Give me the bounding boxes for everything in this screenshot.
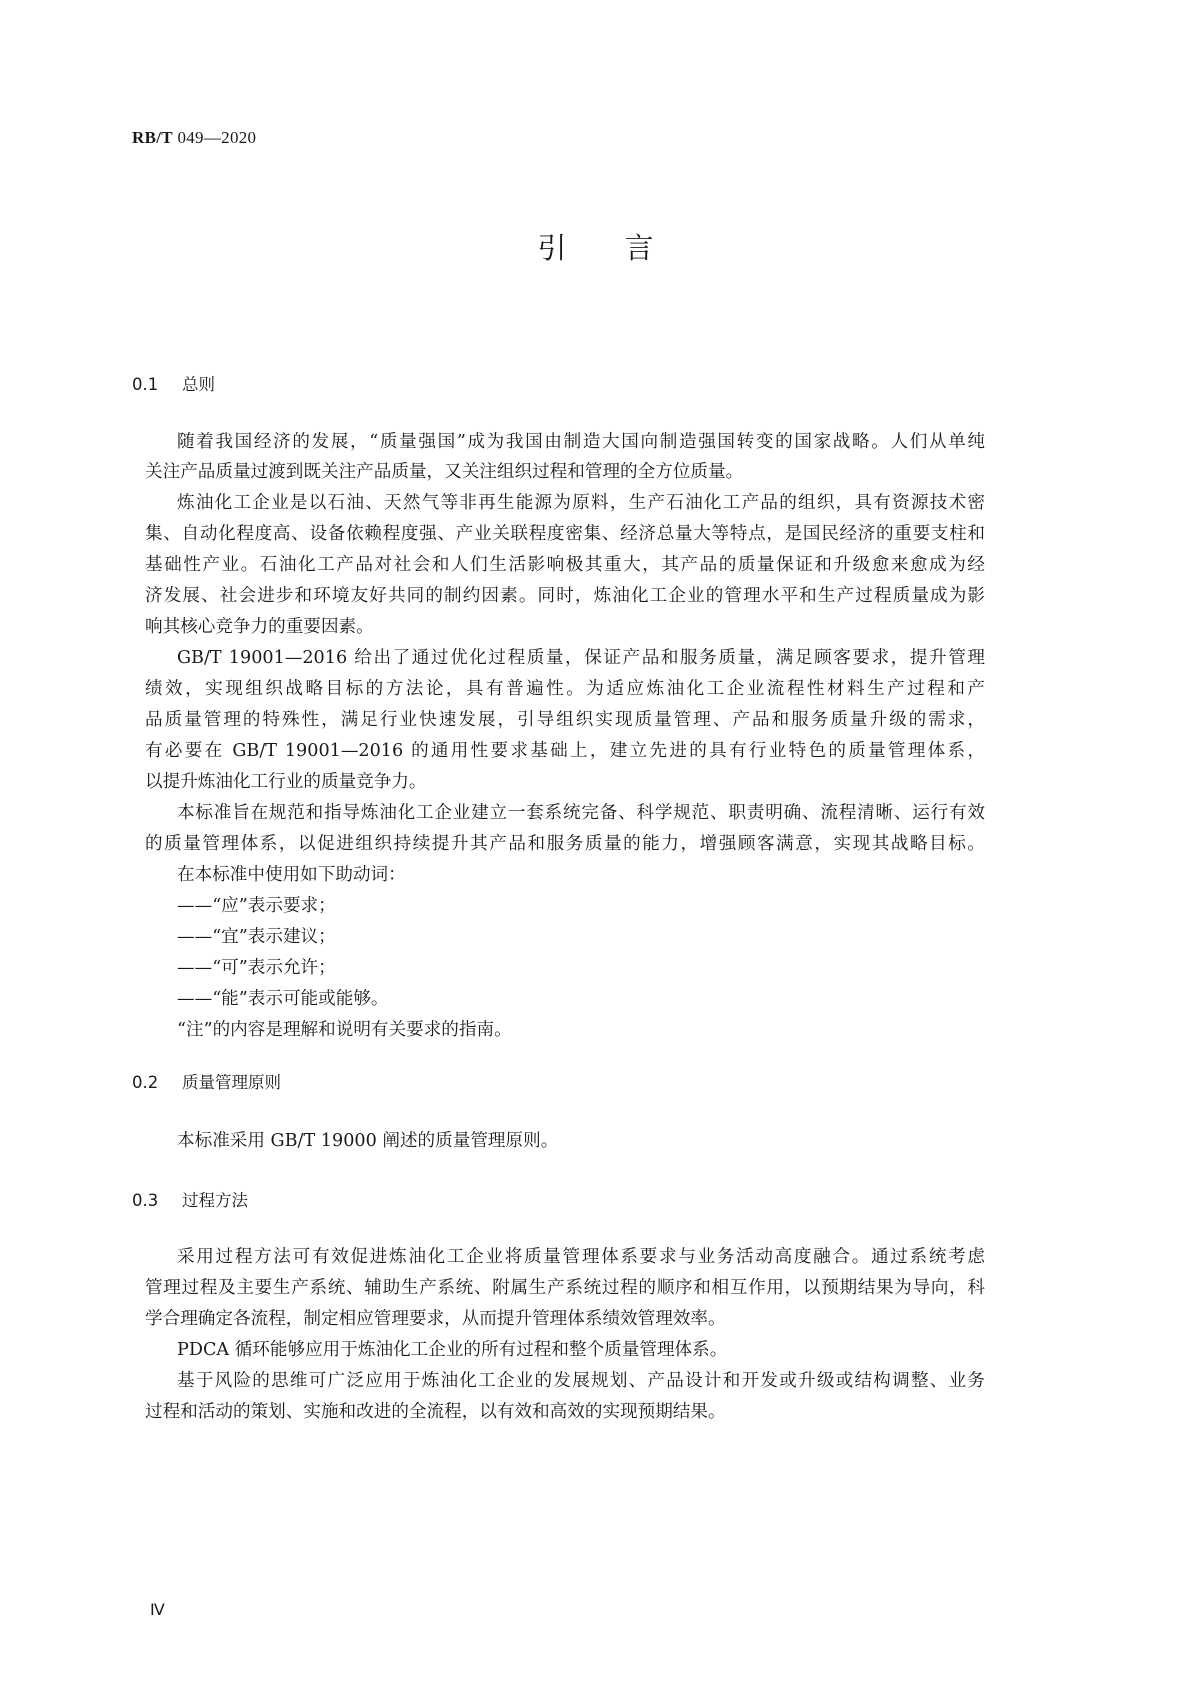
paragraph-line: 采用过程方法可有效促进炼油化工企业将质量管理体系要求与业务活动高度融合。通过系统考虑 — [177, 1247, 985, 1267]
paragraph-line: 管理过程及主要生产系统、辅助生产系统、附属生产系统过程的顺序和相互作用，以预期结果为导向，科 — [145, 1278, 985, 1298]
paragraph-line: 基础性产业。石油化工产品对社会和人们生活影响极其重大，其产品的质量保证和升级愈来愈成为经 — [145, 555, 985, 575]
list-item: ——“宜”表示建议； — [177, 927, 336, 947]
paragraph-line: 绩效，实现组织战略目标的方法论，具有普遍性。为适应炼油化工企业流程性材料生产过程和产 — [145, 679, 985, 699]
page-title: 引言 — [537, 231, 712, 265]
section-heading-0-3 — [132, 1187, 248, 1211]
page-number: Ⅳ — [150, 1602, 165, 1619]
paragraph-line: 在本标准中使用如下助动词： — [177, 865, 406, 885]
section-number: 0.3 — [132, 1191, 159, 1210]
paragraph-line: 集、自动化程度高、设备依赖程度强、产业关联程度密集、经济总量大等特点，是国民经济的重要支柱和 — [145, 524, 985, 544]
section-heading-0-2 — [132, 1069, 281, 1093]
paragraph-line: 以提升炼油化工行业的质量竞争力。 — [145, 772, 427, 792]
paragraph-line: 基于风险的思维可广泛应用于炼油化工企业的发展规划、产品设计和开发或升级或结构调整、业务 — [177, 1371, 985, 1391]
document-code-prefix: RB/T — [132, 128, 173, 147]
paragraph-line: 品质量管理的特殊性，满足行业快速发展，引导组织实现质量管理、产品和服务质量升级的需求， — [145, 710, 985, 730]
section-number: 0.2 — [132, 1073, 159, 1092]
paragraph-line: 响其核心竞争力的重要因素。 — [145, 617, 374, 637]
paragraph-line: 随着我国经济的发展，“质量强国”成为我国由制造大国向制造强国转变的国家战略。人们从单纯 — [177, 432, 985, 452]
paragraph-line: 炼油化工企业是以石油、天然气等非再生能源为原料，生产石油化工产品的组织，具有资源技术密 — [177, 493, 985, 513]
paragraph-line: PDCA 循环能够应用于炼油化工企业的所有过程和整个质量管理体系。 — [177, 1340, 728, 1360]
paragraph-line: 济发展、社会进步和环境友好共同的制约因素。同时，炼油化工企业的管理水平和生产过程质量成为影 — [145, 586, 985, 606]
paragraph-line: 本标准旨在规范和指导炼油化工企业建立一套系统完备、科学规范、职责明确、流程清晰、运行有效 — [177, 803, 985, 823]
section-number: 0.1 — [132, 375, 159, 394]
list-item: ——“可”表示允许； — [177, 958, 336, 978]
paragraph-line: 过程和活动的策划、实施和改进的全流程，以有效和高效的实现预期结果。 — [145, 1402, 726, 1422]
section-title: 过程方法 — [182, 1191, 248, 1210]
paragraph-line: 学合理确定各流程，制定相应管理要求，从而提升管理体系绩效管理效率。 — [145, 1309, 726, 1329]
list-item: ——“能”表示可能或能够。 — [177, 989, 389, 1009]
section-heading-0-1 — [132, 371, 215, 395]
paragraph-line: 有必要在 GB/T 19001—2016 的通用性要求基础上，建立先进的具有行业特色的质量管理体系， — [145, 741, 985, 761]
document-code-number: 049—2020 — [172, 128, 257, 147]
list-item: ——“应”表示要求； — [177, 896, 336, 916]
section-title: 总则 — [182, 375, 215, 394]
section-title: 质量管理原则 — [182, 1073, 281, 1092]
document-code — [132, 128, 256, 148]
paragraph-line: 关注产品质量过渡到既关注产品质量，又关注组织过程和管理的全方位质量。 — [145, 462, 744, 482]
paragraph-line: GB/T 19001—2016 给出了通过优化过程质量，保证产品和服务质量，满足顾客要求，提升管理 — [177, 648, 985, 668]
paragraph-line: “注”的内容是理解和说明有关要求的指南。 — [177, 1020, 512, 1040]
paragraph-line: 的质量管理体系，以促进组织持续提升其产品和服务质量的能力，增强顾客满意，实现其战略目标。 — [145, 834, 985, 854]
paragraph-line: 本标准采用 GB/T 19000 阐述的质量管理原则。 — [177, 1131, 559, 1151]
